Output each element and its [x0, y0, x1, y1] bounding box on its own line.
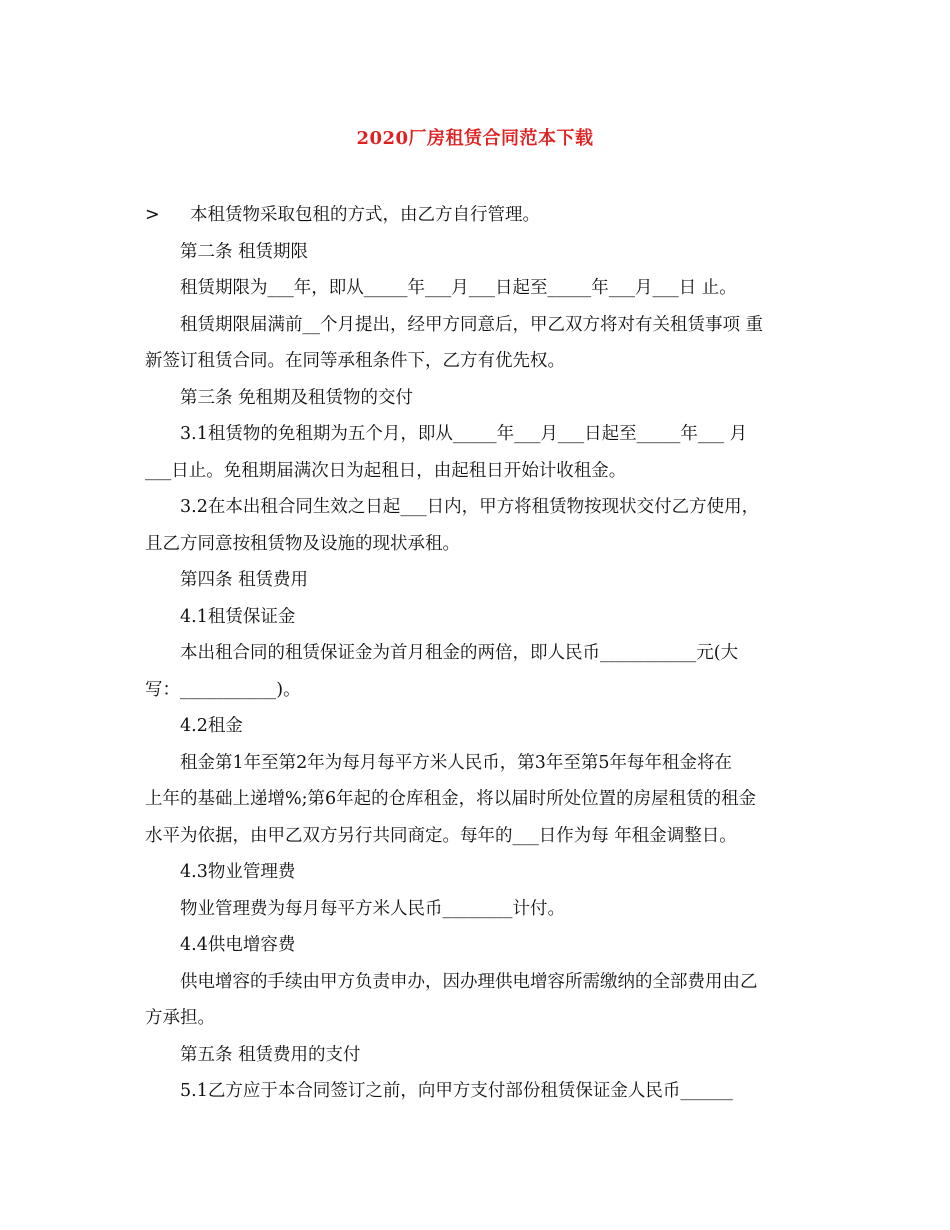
section-heading: 第三条 免租期及租赁物的交付 [180, 387, 414, 408]
subsection-heading: 4.1租赁保证金 [180, 606, 296, 627]
section-heading: 第二条 租赁期限 [180, 241, 309, 262]
document-title: 2020厂房租赁合同范本下载 [356, 128, 594, 149]
paragraph-line [145, 197, 803, 234]
subsection-heading: 4.3物业管理费 [180, 862, 296, 882]
subsection-heading: 4.2租金 [180, 716, 243, 736]
paragraph-line: 物业管理费为每月每平方米人民币________计付。 [180, 898, 565, 919]
paragraph-line: 新签订租赁合同。在同等承租条件下，乙方有优先权。 [145, 351, 565, 371]
paragraph-line: 且乙方同意按租赁物及设施的现状承租。 [145, 533, 460, 554]
paragraph-line: ___日止。免租期届满次日为起租日，由起租日开始计收租金。 [145, 460, 627, 481]
paragraph-line: 上年的基础上递增%;第6年起的仓库租金，将以届时所处位置的房屋租赁的租金 [145, 789, 757, 809]
paragraph-line: 写：___________)。 [145, 679, 301, 700]
paragraph-line: 供电增容的手续由甲方负责申办，因办理供电增容所需缴纳的全部费用由乙 [180, 971, 758, 992]
paragraph-line: 租金第1年至第2年为每月每平方米人民币，第3年至第5年每年租金将在 [180, 752, 733, 773]
paragraph-line: 方承担。 [145, 1008, 215, 1028]
paragraph-text: 本租赁物采取包租的方式，由乙方自行管理。 [190, 205, 540, 225]
paragraph-line: 本出租合同的租赁保证金为首月租金的两倍，即人民币___________元(大 [180, 643, 739, 663]
subsection-heading: 4.4供电增容费 [180, 935, 296, 955]
paragraph-line: 租赁期限为___年，即从_____年___月___日起至_____年___月___日 止。 [180, 278, 737, 298]
paragraph-line: 水平为依据，由甲乙双方另行共同商定。每年的___日作为每 年租金调整日。 [145, 825, 737, 846]
paragraph-line: 3.1租赁物的免租期为五个月，即从_____年___月___日起至_____年___ 月 [180, 424, 748, 444]
document-body [145, 197, 803, 1110]
paragraph-line: 5.1乙方应于本合同签订之前，向甲方支付部份租赁保证金人民币______ [180, 1081, 733, 1101]
paragraph-line: 3.2在本出租合同生效之日起___日内，甲方将租赁物按现状交付乙方使用， [180, 497, 760, 517]
section-heading: 第四条 租赁费用 [180, 570, 309, 590]
section-heading: 第五条 租赁费用的支付 [180, 1044, 361, 1065]
bullet-marker: > [145, 205, 160, 225]
paragraph-line: 租赁期限届满前__个月提出，经甲方同意后，甲乙双方将对有关租赁事项 重 [180, 314, 764, 335]
